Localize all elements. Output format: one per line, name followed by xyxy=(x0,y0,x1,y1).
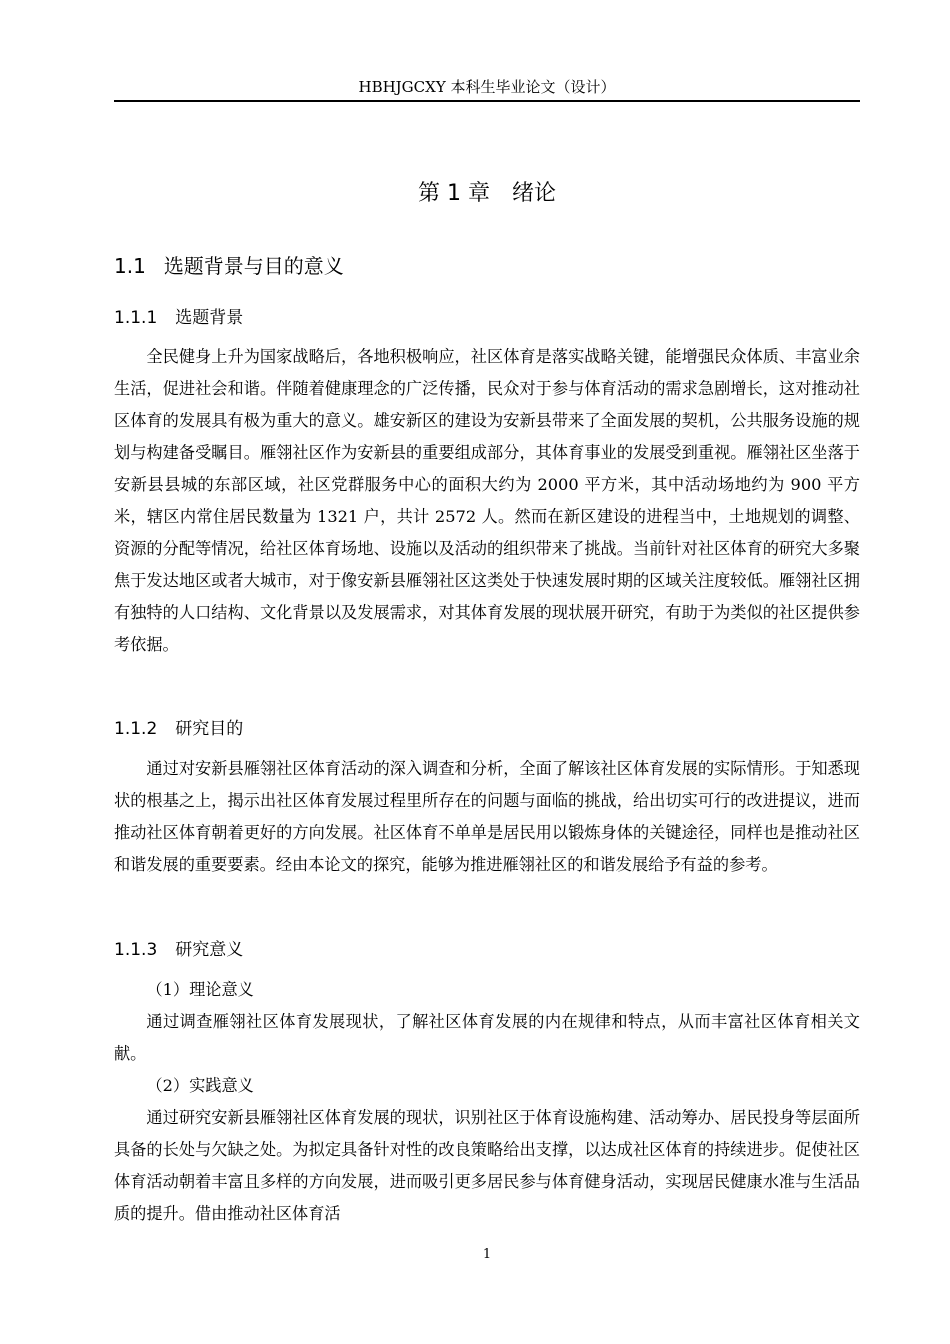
section-title: 选题背景 xyxy=(175,308,244,328)
section-title: 研究意义 xyxy=(175,940,244,960)
header-rule xyxy=(114,100,860,102)
page-header: HBHJGCXY 本科生毕业论文（设计） xyxy=(358,78,616,96)
practice-label: （2）实践意义 xyxy=(146,1076,254,1095)
theory-paragraph: 通过调查雁翎社区体育发展现状，了解社区体育发展的内在规律和特点，从而丰富社区体育相关文献。 xyxy=(114,1012,860,1063)
section-title: 选题背景与目的意义 xyxy=(163,254,344,278)
section-heading-1-1-2 xyxy=(114,716,860,742)
page-number: 1 xyxy=(482,1247,492,1262)
section-heading-1-1-1 xyxy=(114,305,860,331)
practice-paragraph: 通过研究安新县雁翎社区体育发展的现状，识别社区于体育设施构建、活动筹办、居民投身等层面所具备的长处与欠缺之处。为拟定具备针对性的改良策略给出支撑，以达成社区体育的持续进步。促使社区体育活动朝着丰富且多样的方向发展，进而吸引更多居民参与体育健身活动，实现居民健康水准与生活品质的提升。借由推动社区体育活 xyxy=(114,1108,860,1223)
section-heading-1-1 xyxy=(114,252,860,280)
theory-label: （1）理论意义 xyxy=(146,980,254,999)
chapter-title: 第 1 章 绪论 xyxy=(418,181,556,206)
background-paragraph: 全民健身上升为国家战略后，各地积极响应，社区体育是落实战略关键，能增强民众体质、丰富业余生活，促进社会和谐。伴随着健康理念的广泛传播，民众对于参与体育活动的需求急剧增长，这对推动社区体育的发展具有极为重大的意义。雄安新区的建设为安新县带来了全面发展的契机，公共服务设施的规划与构建备受瞩目。雁翎社区作为安新县的重要组成部分，其体育事业的发展受到重视。雁翎社区坐落于安新县县城的东部区域，社区党群服务中心的面积大约为 2000 平方米，其中活动场地约为 900 平方米，辖区内常住居民数量为 1321 户，共计 2572 人。然而在新区建设的进程当中，土地规划的调整、资源的分配等情况，给社区体育场地、设施以及活动的组织带来了挑战。当前针对社区体育的研究大多聚焦于发达地区或者大城市，对于像安新县雁翎社区这类处于快速发展时期的区域关注度较低。雁翎社区拥有独特的人口结构、文化背景以及发展需求，对其体育发展的现状展开研究，有助于为类似的社区提供参考依据。 xyxy=(114,347,860,654)
section-heading-1-1-3 xyxy=(114,937,860,963)
purpose-paragraph: 通过对安新县雁翎社区体育活动的深入调查和分析，全面了解该社区体育发展的实际情形。于知悉现状的根基之上，揭示出社区体育发展过程里所存在的问题与面临的挑战，给出切实可行的改进提议，进而推动社区体育朝着更好的方向发展。社区体育不单单是居民用以锻炼身体的关键途径，同样也是推动社区和谐发展的重要要素。经由本论文的探究，能够为推进雁翎社区的和谐发展给予有益的参考。 xyxy=(114,759,860,874)
section-number: 1.1.1 xyxy=(114,308,158,328)
section-number: 1.1.2 xyxy=(114,719,158,739)
section-title: 研究目的 xyxy=(175,719,244,739)
section-number: 1.1 xyxy=(114,254,146,278)
section-number: 1.1.3 xyxy=(114,940,158,960)
